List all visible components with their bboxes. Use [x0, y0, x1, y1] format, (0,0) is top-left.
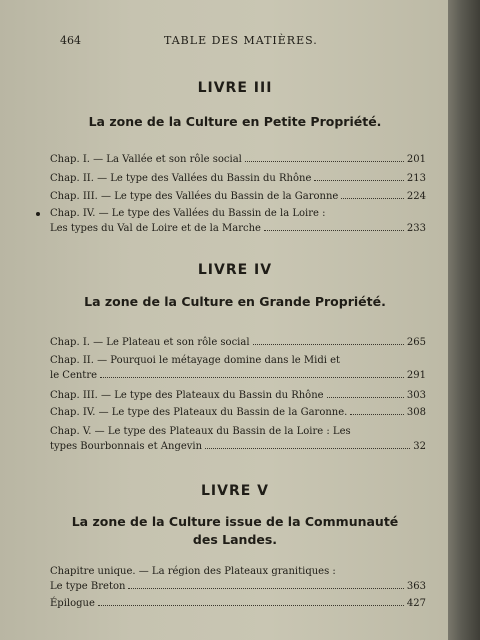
entry-page: 213: [406, 173, 426, 184]
entry-page: 265: [406, 337, 426, 348]
livre-subtitle-line: La zone de la Culture issue de la Communauté: [71, 514, 399, 529]
entry-page: 427: [406, 598, 426, 609]
margin-mark: [36, 212, 40, 216]
page-number: 464: [60, 34, 81, 47]
entry-page: 363: [406, 581, 426, 592]
entry-text: types Bourbonnais et Angevin: [50, 441, 203, 452]
toc-entry: [50, 564, 426, 594]
entry-page: 308: [406, 407, 426, 418]
entry-text: Chap. I. — Le Plateau et son rôle social: [50, 337, 250, 348]
entry-page: 224: [406, 191, 426, 202]
leader-dots: [128, 588, 403, 589]
entry-text: Chap. II. — Le type des Vallées du Bassin du Rhône: [50, 173, 312, 184]
toc-entry: [50, 335, 426, 350]
entry-page: 32: [413, 441, 426, 452]
livre-subtitle-line: des Landes.: [192, 532, 278, 547]
page-edge: [448, 0, 480, 640]
leader-dots: [264, 230, 404, 231]
entry-text: Chap. IV. — Le type des Plateaux du Bassin de la Garonne.: [50, 407, 348, 418]
leader-dots: [205, 448, 410, 449]
toc-entry: [50, 189, 426, 204]
entry-text: Le type Breton: [50, 581, 126, 592]
livre-title: LIVRE III: [197, 80, 273, 96]
leader-dots: [100, 377, 404, 378]
entry-page: 201: [406, 154, 426, 165]
entry-page: 291: [406, 370, 426, 381]
toc-entry: [50, 596, 426, 611]
leader-dots: [98, 605, 404, 606]
livre-subtitle: La zone de la Culture en Grande Propriété.: [84, 294, 386, 309]
entry-text: Chap. II. — Pourquoi le métayage domine dans le Midi et: [50, 355, 341, 366]
toc-entry: [50, 171, 426, 186]
leader-dots: [341, 198, 404, 199]
livre-subtitle: [40, 513, 430, 549]
toc-entry: [50, 405, 426, 420]
toc-entry: [50, 152, 426, 167]
toc-entry: [50, 206, 426, 236]
entry-text: Chap. III. — Le type des Vallées du Bassin de la Garonne: [50, 191, 339, 202]
leader-dots: [350, 414, 404, 415]
livre-subtitle: La zone de la Culture en Petite Propriété.: [88, 114, 382, 129]
entry-text: Chapitre unique. — La région des Plateaux granitiques :: [50, 566, 336, 577]
toc-entry: [50, 424, 426, 454]
livre-title: LIVRE IV: [197, 262, 273, 278]
entry-text: Chap. IV. — Le type des Vallées du Bassin de la Loire :: [50, 208, 326, 219]
entry-text: Chap. I. — La Vallée et son rôle social: [50, 154, 242, 165]
entry-text: Épilogue: [50, 598, 95, 609]
entry-page: 233: [406, 223, 426, 234]
toc-entry: [50, 353, 426, 383]
entry-page: 303: [406, 390, 426, 401]
entry-text: Chap. III. — Le type des Plateaux du Bassin du Rhône: [50, 390, 324, 401]
leader-dots: [314, 180, 404, 181]
leader-dots: [253, 344, 404, 345]
entry-text: Les types du Val de Loire et de la Marche: [50, 223, 261, 234]
leader-dots: [327, 397, 404, 398]
entry-text: le Centre: [50, 370, 98, 381]
page-header: [60, 34, 428, 50]
entry-text: Chap. V. — Le type des Plateaux du Bassin de la Loire : Les: [50, 426, 351, 437]
livre-title: LIVRE V: [200, 483, 270, 499]
running-title: TABLE DES MATIÈRES.: [164, 34, 318, 47]
leader-dots: [245, 161, 404, 162]
toc-entry: [50, 388, 426, 403]
